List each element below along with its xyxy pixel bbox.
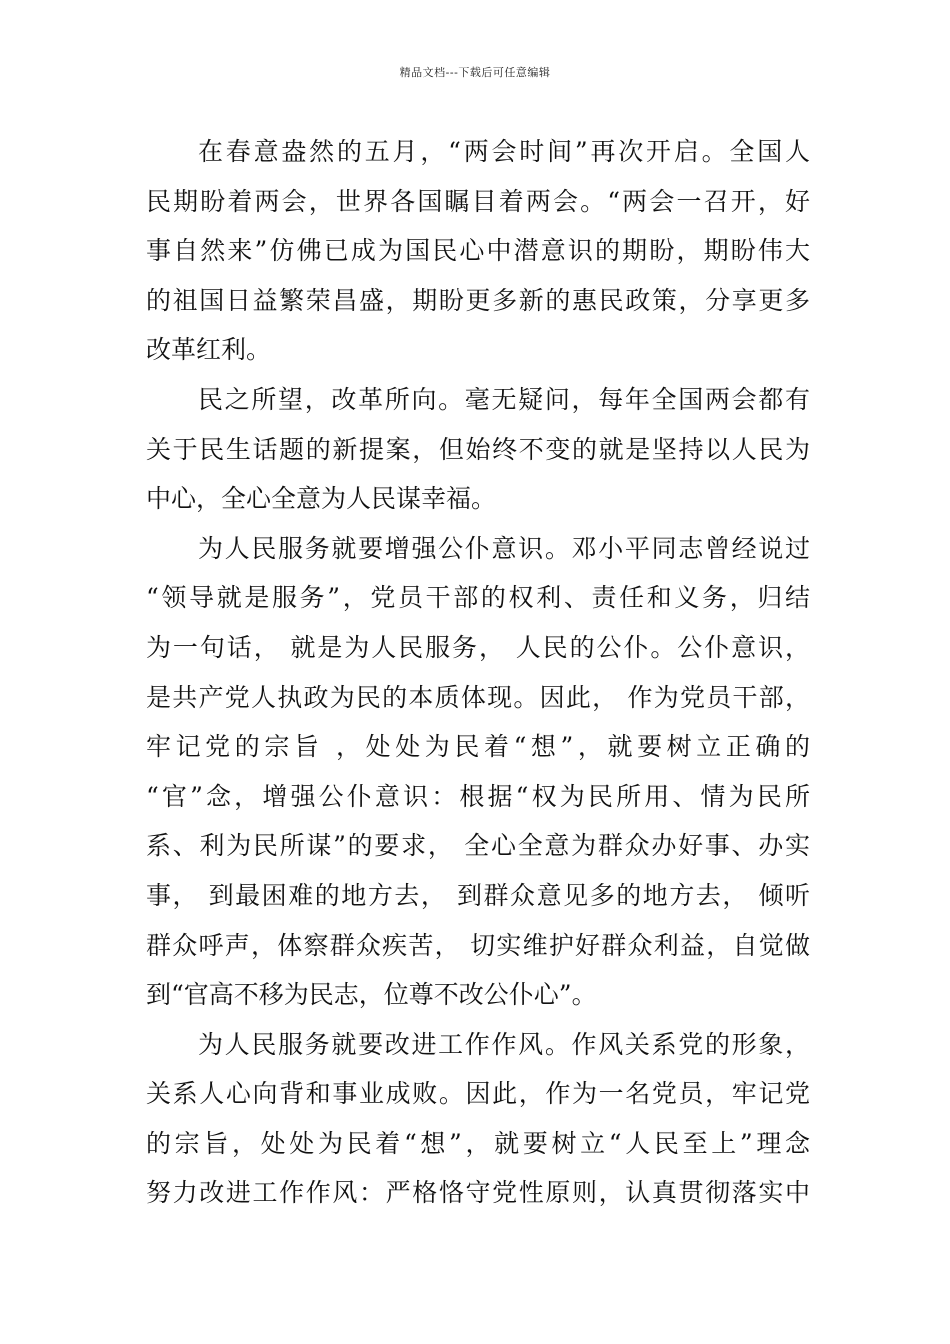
paragraph-1-line-5: 改革红利。 xyxy=(146,335,272,365)
paragraph-4-line-3: 的宗旨，处处为民着“想”，就要树立“人民至上”理念 xyxy=(146,1128,810,1158)
paragraph-2-line-1: 民之所望，改革所向。毫无疑问，每年全国两会都有 xyxy=(198,384,810,414)
paragraph-3-line-7: 系、利为民所谋”的要求， 全心全意为群众办好事、办实 xyxy=(146,831,810,861)
document-body xyxy=(146,127,810,1218)
paragraph-3-line-9: 群众呼声，体察群众疾苦， 切实维护好群众利益，自觉做 xyxy=(146,930,810,960)
paragraph-1-line-4: 的祖国日益繁荣昌盛，期盼更多新的惠民政策，分享更多 xyxy=(146,285,810,315)
paragraph-3-line-8: 事， 到最困难的地方去， 到群众意见多的地方去， 倾听 xyxy=(146,880,810,910)
paragraph-3-line-6: “官”念，增强公仆意识：根据“权为民所用、情为民所 xyxy=(146,781,810,811)
paragraph-2-line-2: 关于民生话题的新提案，但始终不变的就是坚持以人民为 xyxy=(146,434,810,464)
page-header: 精品文档---下载后可任意编辑 xyxy=(399,66,551,79)
paragraph-4-line-2: 关系人心向背和事业成败。因此，作为一名党员，牢记党 xyxy=(146,1079,810,1109)
paragraph-3-line-3: 为一句话， 就是为人民服务， 人民的公仆。公仆意识， xyxy=(146,632,810,662)
paragraph-3-line-4: 是共产党人执政为民的本质体现。因此， 作为党员干部， xyxy=(146,682,810,712)
paragraph-4-line-4: 努力改进工作作风：严格恪守党性原则，认真贯彻落实中 xyxy=(146,1178,810,1208)
paragraph-2-line-3: 中心，全心全意为人民谋幸福。 xyxy=(146,484,497,514)
paragraph-1-line-2: 民期盼着两会，世界各国瞩目着两会。“两会一召开，好 xyxy=(146,186,810,216)
paragraph-1-line-1: 在春意盎然的五月，“两会时间”再次开启。全国人 xyxy=(198,137,810,166)
paragraph-4-line-1: 为人民服务就要改进工作作风。作风关系党的形象， xyxy=(198,1029,810,1059)
paragraph-3-line-10: 到“官高不移为民志，位尊不改公仆心”。 xyxy=(146,980,597,1010)
paragraph-3-line-1: 为人民服务就要增强公仆意识。邓小平同志曾经说过 xyxy=(198,533,810,563)
paragraph-3-line-5: 牢记党的宗旨 ，处处为民着“想”，就要树立正确的 xyxy=(146,732,810,762)
paragraph-1-line-3: 事自然来”仿佛已成为国民心中潜意识的期盼，期盼伟大 xyxy=(146,236,810,266)
paragraph-3-line-2: “领导就是服务”，党员干部的权利、责任和义务，归结 xyxy=(146,583,810,613)
